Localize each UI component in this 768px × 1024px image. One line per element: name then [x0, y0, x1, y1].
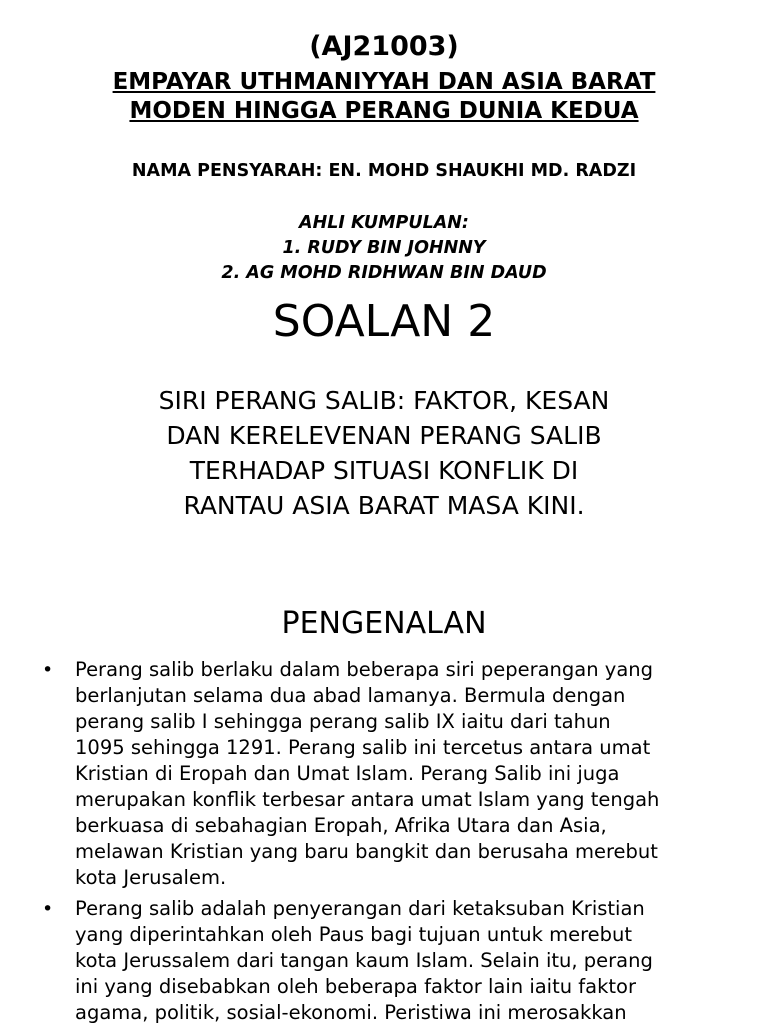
lecturer-name: NAMA PENSYARAH: EN. MOHD SHAUKHI MD. RADZI	[131, 161, 637, 181]
bullet-icon: •	[42, 898, 54, 920]
bullet-line: Perang salib adalah penyerangan dari ketaksuban Kristian	[75, 897, 645, 920]
bullet-line: kota Jerussalem dari tangan kaum Islam. Selain itu, perang	[75, 949, 653, 972]
course-code: (AJ21003)	[309, 31, 459, 62]
bullet-line: melawan Kristian yang baru bangkit dan berusaha merebut	[75, 840, 658, 863]
bullet-icon: •	[42, 659, 54, 681]
bullet-line: agama, politik, sosial-ekonomi. Peristiwa ini merosakkan	[75, 1001, 627, 1024]
member-name: 2. AG MOHD RIDHWAN BIN DAUD	[221, 263, 547, 283]
bullet-item	[0, 657, 735, 891]
bullet-line: perang salib I sehingga perang salib IX iaitu dari tahun	[75, 710, 611, 733]
question-line: RANTAU ASIA BARAT MASA KINI.	[183, 491, 585, 520]
course-title	[0, 68, 768, 126]
intro-bullet-list	[0, 657, 768, 1024]
bullet-item	[0, 896, 735, 1024]
course-title-line: MODEN HINGGA PERANG DUNIA KEDUA	[129, 98, 639, 124]
group-members	[0, 211, 768, 286]
question-line: TERHADAP SITUASI KONFLIK DI	[189, 456, 579, 485]
bullet-line: Perang salib berlaku dalam beberapa siri peperangan yang	[75, 658, 654, 681]
question-text	[0, 383, 768, 523]
bullet-line: yang diperintahkan oleh Paus bagi tujuan untuk merebut	[75, 923, 633, 946]
bullet-line: ini yang disebabkan oleh beberapa faktor lain iaitu faktor	[75, 975, 637, 998]
bullet-line: Kristian di Eropah dan Umat Islam. Perang Salib ini juga	[75, 762, 620, 785]
question-line: SIRI PERANG SALIB: FAKTOR, KESAN	[158, 386, 610, 415]
course-title-line: EMPAYAR UTHMANIYYAH DAN ASIA BARAT	[112, 69, 656, 95]
intro-heading: PENGENALAN	[281, 606, 487, 641]
question-heading: SOALAN 2	[272, 296, 496, 347]
bullet-line: kota Jerusalem.	[75, 866, 227, 889]
question-line: DAN KERELEVENAN PERANG SALIB	[166, 421, 602, 450]
bullet-line: 1095 sehingga 1291. Perang salib ini tercetus antara umat	[75, 736, 651, 759]
bullet-line: berkuasa di sebahagian Eropah, Afrika Utara dan Asia,	[75, 814, 607, 837]
member-name: 1. RUDY BIN JOHNNY	[282, 238, 486, 258]
members-label: AHLI KUMPULAN:	[299, 213, 469, 233]
bullet-line: merupakan konflik terbesar antara umat Islam yang tengah	[75, 788, 660, 811]
bullet-line: berlanjutan selama dua abad lamanya. Bermula dengan	[75, 684, 626, 707]
